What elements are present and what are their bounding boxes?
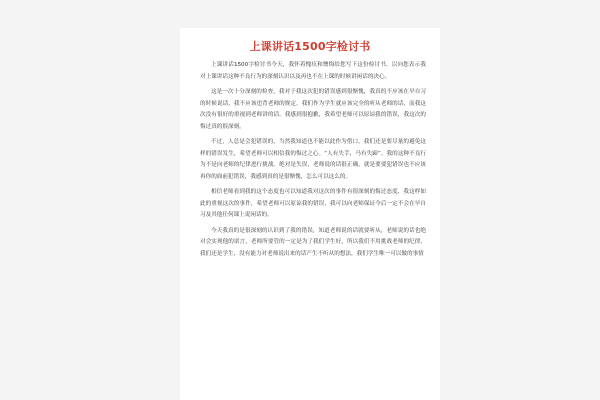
paragraph-5: 今天我真的是很深刻的认识到了我的错误，知道老师说的话就要听从，老师说的话也绝对会实现他的诺言，老师所要管的一定是为了我们学生好，所以我们不用挑战老师的纪律，我们还是学生，没有能力对老师说出来的话产生不听从的想法，我们学生唯一可以做的事情 [200, 227, 426, 257]
document-body [200, 60, 426, 264]
paragraph-1: 上课讲话1500字检讨书今天，我怀着愧疚和懊悔给您写下这份检讨书，以向您表示我对上课讲话这种不良行为的深刻认识以及再也不在上课的时候讲闲话的决心。 [200, 62, 426, 80]
document-sheet [180, 28, 440, 400]
paragraph-4: 相信老师看到我的这个态度也可以知道我对这次的事件有很深刻的悔过态度，我这样如此的重视这次的事件，希望老师可以原谅我的错误，我可以向老师保证今后一定不会在早自习及其他任何课上说闲话的。 [200, 189, 426, 218]
paragraph-2: 这是一次十分深刻的检查，我对于我这次犯的错误感到很惭愧，我真的不应该在早自习的时候说话，我不应该违背老师的规定，我们作为学生就应该完全的听从老师的话，而我这次没有很好的重视到老师讲的话。我感到很抱歉，我希望老师可以原谅我的错误，我这次的悔过真的很深刻。 [200, 89, 426, 130]
document-title: 上课讲话1500字检讨书 [249, 40, 371, 53]
paragraph-3: 不过，人总是会犯错误的，当然我知道也不能以此作为借口，我们还是要尽量的避免这样的错误发生，希望老师可以相信我的悔过之心。“人有失手，马有失蹄”。我的这种不良行为不是向老师的纪律进行挑战。绝对是失误，老师说的话很正确，就是要要犯错误也不应该再你的面前犯错误，我感到真的是很惭愧，怎么可以这么的。 [200, 139, 426, 180]
